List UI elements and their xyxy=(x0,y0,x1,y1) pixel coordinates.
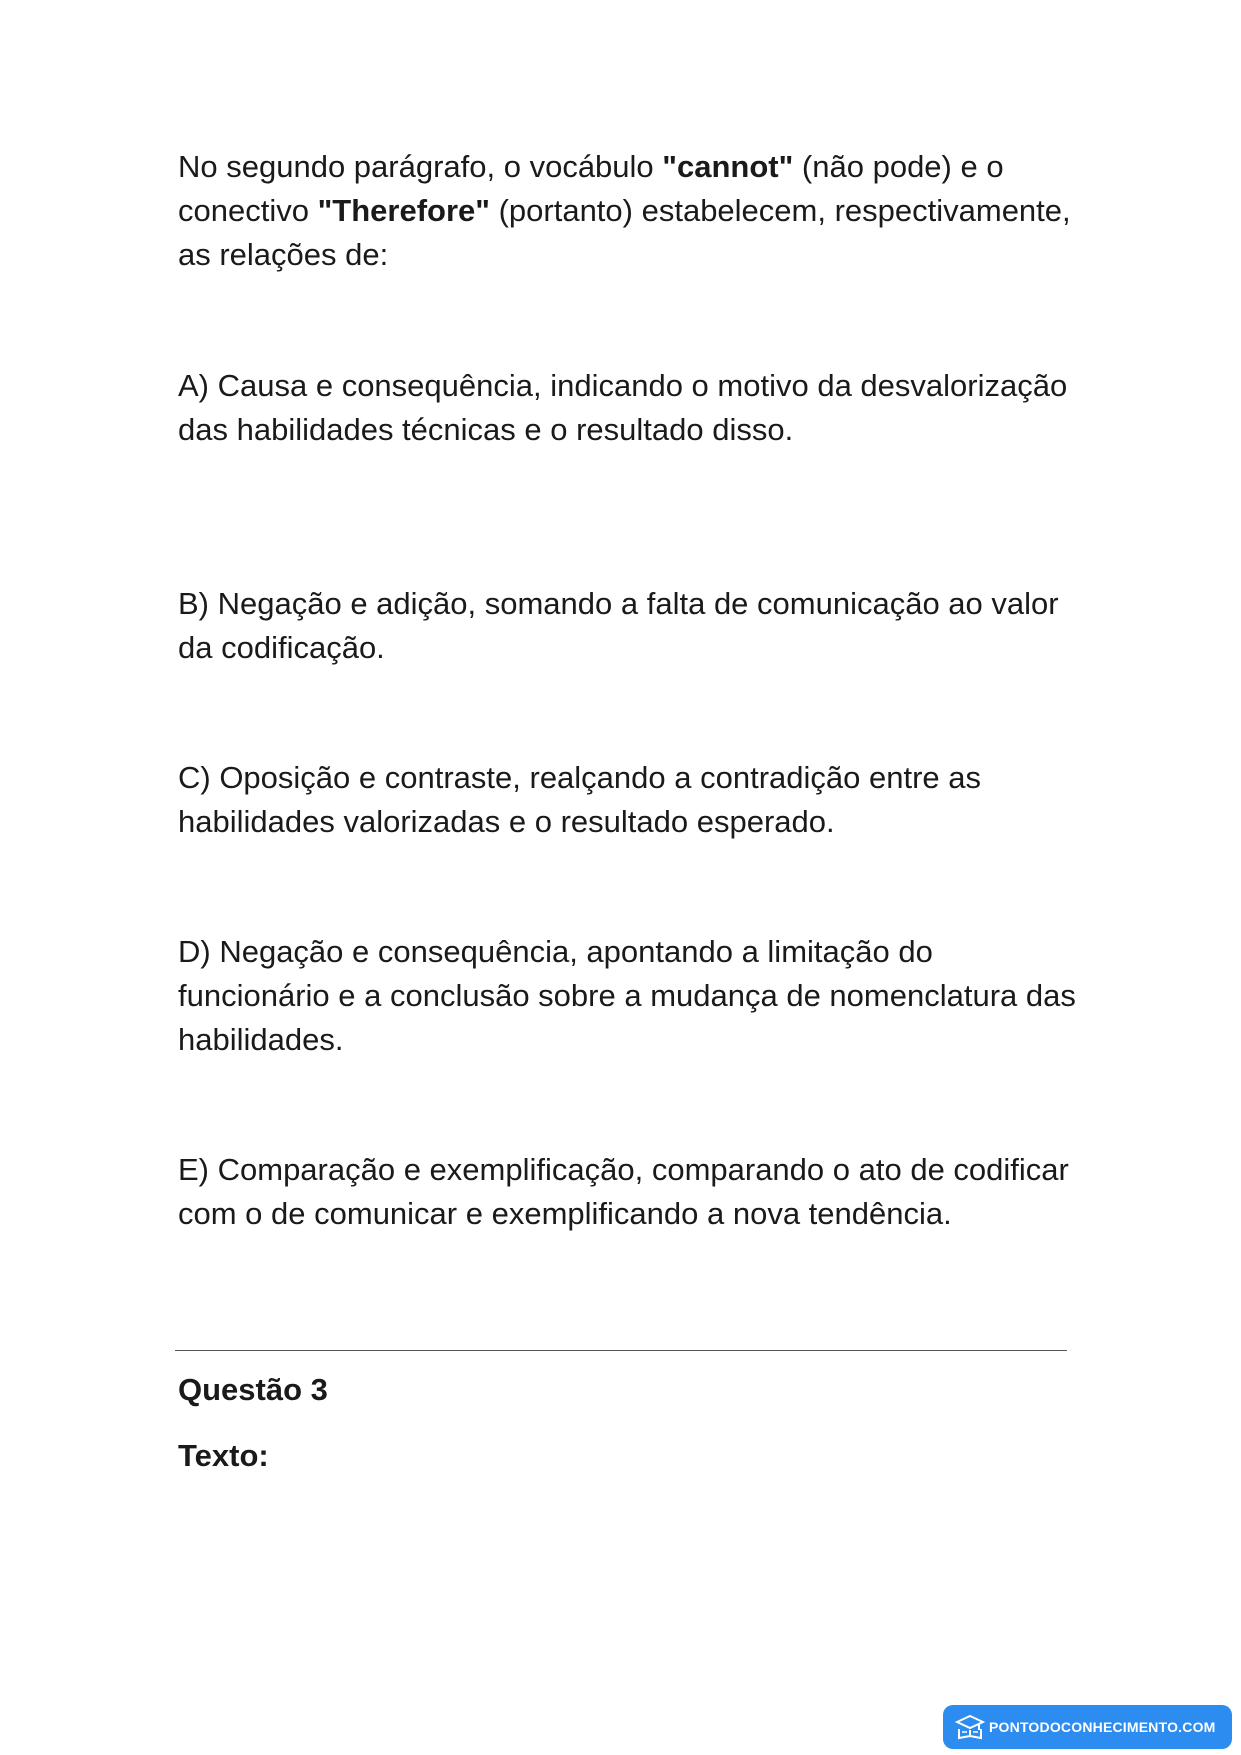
option-b xyxy=(178,582,1078,670)
option-a xyxy=(178,364,1078,452)
option-c xyxy=(178,756,1078,844)
option-d xyxy=(178,930,1078,1062)
section-divider xyxy=(175,1350,1067,1351)
question-prompt-text xyxy=(178,145,1078,277)
question-3-title: Questão 3 xyxy=(178,1372,328,1407)
prompt-suffix: (portanto) estabelecem, respectivamente, as relações de: xyxy=(178,193,1071,272)
option-e xyxy=(178,1148,1078,1236)
term-therefore: "Therefore" xyxy=(317,193,490,228)
question-prompt xyxy=(178,145,1078,277)
site-watermark-badge[interactable] xyxy=(943,1705,1232,1749)
option-e-text: E) Comparação e exemplificação, comparando o ato de codificar com o de comunicar e exemplificando a nova tendência. xyxy=(178,1152,1069,1231)
text-label: Texto: xyxy=(178,1438,269,1473)
prompt-prefix: No segundo parágrafo, o vocábulo xyxy=(178,149,663,184)
graduation-book-icon xyxy=(953,1712,987,1742)
option-d-text: D) Negação e consequência, apontando a limitação do funcionário e a conclusão sobre a mudança de nomenclatura das habilidades. xyxy=(178,934,1076,1057)
option-b-text: B) Negação e adição, somando a falta de comunicação ao valor da codificação. xyxy=(178,586,1059,665)
watermark-label: PONTODOCONHECIMENTO.COM xyxy=(989,1719,1216,1735)
prompt-mid: (não pode) e o conectivo xyxy=(178,149,1004,228)
term-cannot: "cannot" xyxy=(662,149,794,184)
option-a-text: A) Causa e consequência, indicando o motivo da desvalorização das habilidades técnicas e o resultado disso. xyxy=(178,368,1068,447)
option-c-text: C) Oposição e contraste, realçando a contradição entre as habilidades valorizadas e o resultado esperado. xyxy=(178,760,982,839)
